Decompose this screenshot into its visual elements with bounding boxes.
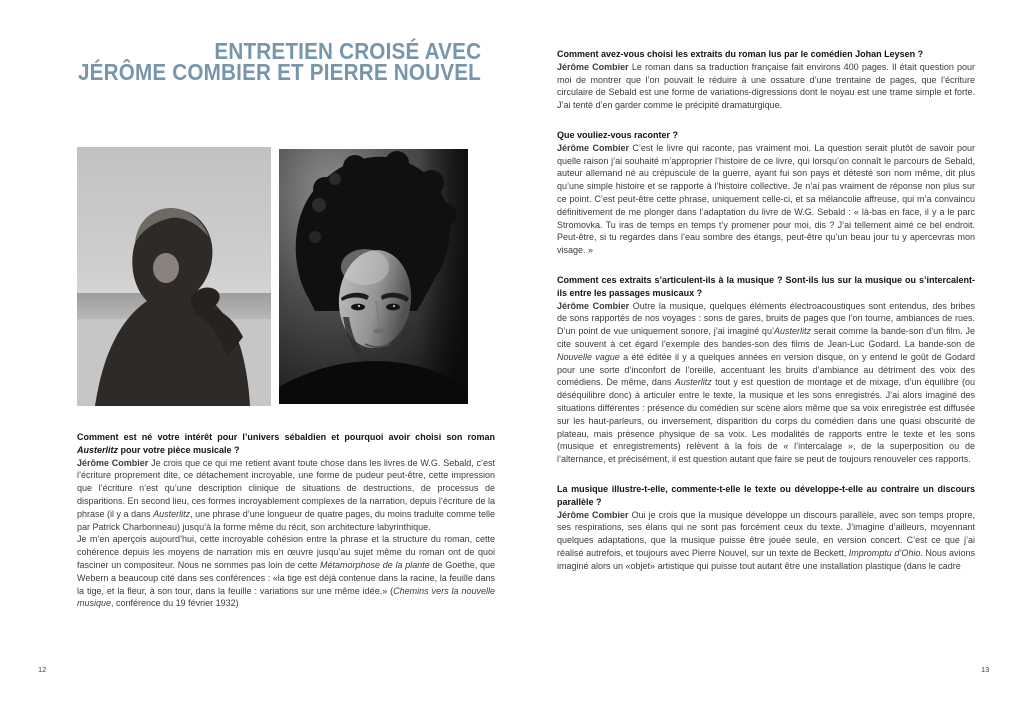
text-run: de Goethe, que Webern a beaucoup cité dans ses conférences : «la tige est déjà contenue dans la racine, la feuille dans la tige, et la fleur, à son tour, dans la feuille : variations sur une même idée.» ( (77, 559, 496, 596)
hair-curl-highlight (309, 231, 321, 243)
text-run: Chemins vers la nouvelle musique (77, 585, 496, 609)
left-page-text-column (77, 431, 495, 610)
text-run: serait comme la bande-son d’un film. Je cite souvent à cet égard l’exemple des bandes-son des films de Jean-Luc Godard. La bande-son de (557, 326, 975, 349)
qa-section (77, 431, 495, 610)
title-line-1-text: ENTRETIEN CROISÉ AVEC (214, 38, 481, 64)
photo-man-curly-hair (279, 149, 468, 404)
eye-glint (358, 305, 360, 307)
hair-curl-highlight (329, 173, 341, 185)
hair-curl-highlight (312, 198, 326, 212)
text-run: Le roman dans sa traduction française fait environs 400 pages. Il était question pour moi de montrer que l’on pouvait le réduire à une ossature d’une trentaine de pages, que l’écriture circulaire de Sebald est une forme de variations-digressions dont le noyau est une trame simple et forte. J’ai tenté d’en garder comme le précipité dramaturgique. (557, 61, 975, 111)
text-run: Comment ces extraits s’articulent-ils à la musique ? Sont-ils lus sur la musique ou s’intercalent-ils entre les passages musicaux ? (557, 274, 975, 298)
hair-curl (385, 151, 409, 175)
text-run: tout y est question de montage et de mixage, d’un équilibre (ou déséquilibre donc) à articuler entre le texte, la musique et les sons enregistrés. J’ai alors imaginé des situations différentes : présence du comédien sur scène alors même que sa voix enregistrée est diffusée sur les haut-parleurs, ou inversement, disparition du corps du comédien dans une quasi obscurité de plateau, mais présence physique de sa voix. Les modalités de rapports entre le texte et les sons (musique et enregistrements) relèvent à la fois de « l’intercalage », de la superposition ou de l’alternance, et précisément, il est question autant que faire se peut de toujours renouveler ces rapports. (557, 377, 975, 465)
nose (373, 328, 385, 333)
text-run: . Nous avions imaginé alors un «objet» artistique qui puisse tout autant être une installation plastique (dans le cadre (557, 547, 976, 571)
text-run: Jérôme Combier (557, 509, 629, 520)
right-eye (386, 304, 400, 311)
text-run: Je crois que ce qui me retient avant toute chose dans les livres de W.G. Sebald, c’est l’écriture proprement dite, ce détachement incroyable, une forme de pudeur peut-être, cette impression que l’écriture n’est qu’une description clinique de situations de destructions, de processus de disparitions. En second lieu, ces formes incroyablement complexes de la narration, depuis l’écriture de la phrase (il y a dans (77, 457, 495, 519)
qa-section (557, 129, 975, 257)
text-run: Austerlitz (77, 444, 119, 455)
hair-curl (297, 241, 321, 265)
interview-question (77, 431, 495, 457)
photo-man-head-bowed-image (77, 147, 271, 406)
text-run: Jérôme Combier (557, 142, 629, 153)
text-run: Jérôme Combier (557, 300, 630, 311)
text-run: Nouvelle vague (557, 351, 620, 362)
text-run: C’est le livre qui raconte, pas vraiment moi. La question serait plutôt de savoir pour quelle raison j’ai souhaité m’approprier l’histoire de ce livre, qui lorsqu’on connaît le parcours de Sebald, auteur allemand né au crépuscule de la guerre, ayant fui son pays et détesté son nom même, dit plus qu’une simple histoire et se rapporte à l’histoire collective. Je n’ai pas vraiment de réponse non plus sur ce point. C’est peut-être cette phrase, uniquement celle-ci, et sa mélancolie affreuse, qui m’a convaincu définitivement de me plonger dans l’adaptation du livre de W.G. Sebald : « là-bas en face, il y a le parc Stromovka. Tu iras de temps en temps t’y promener pour moi, dis ? J’ai tellement aimé ce bel endroit. Peut-être, si tu regardes dans l’eau sombre des étangs, peut-être qu’un beau jour tu y apercevras mon visage. » (557, 142, 975, 256)
eye-glint (393, 305, 395, 307)
face-hint (153, 253, 179, 283)
interview-question (557, 129, 975, 142)
text-run: a été éditée il y a quelques années en version disque, on y entend le goût de Godard pour une sorte d’inconfort de l’oreille, accentuant les bruits d’ambiance au détriment des voix des comédiens. De même, dans (557, 351, 976, 388)
page-number-left: 12 (38, 665, 47, 674)
hair-curl (343, 155, 367, 179)
interview-answer-paragraph (77, 457, 495, 534)
text-run: Comment est né votre intérêt pour l’univers sébaldien et pourquoi avoir choisi son roman (77, 432, 495, 442)
qa-section (557, 48, 975, 112)
right-page-text-column (557, 48, 975, 572)
interview-answer-paragraph (557, 61, 975, 112)
text-run: Métamorphose de la plante (319, 559, 430, 570)
interview-question (557, 274, 975, 300)
interview-answer-paragraph (557, 509, 975, 573)
forehead-highlight (341, 249, 389, 285)
text-run: Outre la musique, quelques éléments électroacoustiques sont entendus, des bribes de sons rapportés de nos voyages : sons de gares, bruits de pages que l’on tourne, ambiances de rues. D’un point de vue uniquement sonore, j’ai imaginé qu’ (557, 300, 975, 337)
text-run: Comment avez-vous choisi les extraits du roman lus par le comédien Johan Leysen ? (557, 49, 924, 59)
qa-section (557, 274, 975, 466)
article-title (0, 38, 481, 85)
left-eye (351, 304, 365, 311)
text-run: pour votre pièce musicale ? (118, 444, 240, 455)
text-run: Impromptu d’Ohio (848, 547, 921, 558)
text-run: , conférence du 19 février 1932) (111, 598, 239, 609)
text-run: Oui je crois que la musique développe un discours parallèle, avec son temps propre, ses respirations, ses élans qui ne sont pas forcément ceux du texte. J’imagine d’ailleurs, moyennant quelques adaptations, que la musique puisse être jouée seule, en version concert. C’est ce que j’ai réalisé autrefois, et toujours avec Pierre Nouvel, sur un texte de Beckett, (557, 509, 975, 558)
qa-section (557, 483, 975, 573)
hair-curl (418, 170, 444, 196)
text-run: Jérôme Combier (557, 61, 629, 72)
text-run: Austerlitz (773, 326, 811, 337)
photo-man-curly-hair-image (279, 149, 468, 404)
interview-answer-paragraph (557, 142, 975, 257)
text-run: Je m’en aperçois aujourd’hui, cette incroyable cohésion entre la phrase et la structure du roman, cette cohérence depuis les moyens de narration mis en œuvre jusqu’au sujet même du roman ont de quoi fasciner un compositeur. Nous ne sommes pas loin de cette (77, 534, 495, 570)
interview-answer-paragraph (557, 300, 975, 466)
hair-curl (433, 203, 457, 227)
text-run: La musique illustre-t-elle, commente-t-elle le texte ou développe-t-elle au contraire un discours parallèle ? (557, 483, 975, 507)
text-run: Jérôme Combier (77, 457, 149, 468)
interview-question (557, 48, 975, 61)
interview-answer-paragraph (77, 533, 495, 610)
photo-man-head-bowed (77, 147, 271, 406)
page-number-right: 13 (981, 665, 990, 674)
interview-question (557, 483, 975, 509)
text-run: Que vouliez-vous raconter ? (557, 129, 679, 140)
title-line-2 (0, 59, 481, 85)
text-run: , une phrase d’une longueur de quatre pages, du moins traduite comme telle par Patrick Charbonneau) jusqu’à la forme même du récit, son architecture labyrinthique. (77, 508, 495, 532)
title-line-2-text: JÉRÔME COMBIER ET PIERRE NOUVEL (77, 59, 481, 85)
text-run: Austerlitz (153, 508, 191, 519)
text-run: Austerlitz (674, 377, 712, 388)
